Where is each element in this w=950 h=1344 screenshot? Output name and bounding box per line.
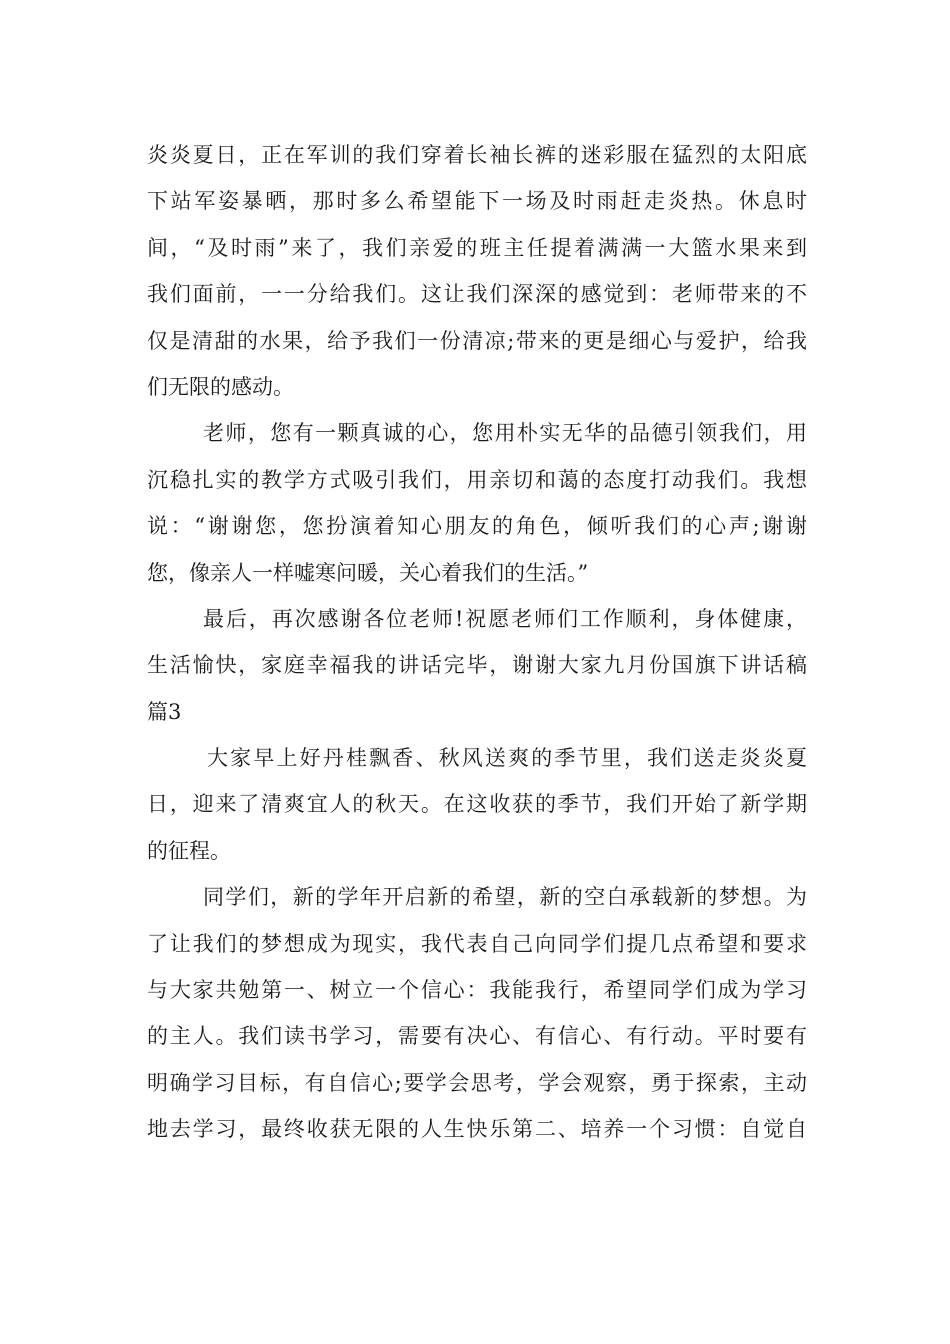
text-line: 间，“及时雨”来了，我们亲爱的班主任提着满满一大篮水果来到 (147, 235, 807, 260)
text-line: 的主人。我们读书学习，需要有决心、有信心、有行动。平时要有 (147, 1024, 807, 1049)
text-line: 了让我们的梦想成为现实，我代表自己向同学们提几点希望和要求 (147, 931, 807, 956)
text-line: 我们面前，一一分给我们。这让我们深深的感觉到：老师带来的不 (147, 282, 807, 307)
text-line: 明确学习目标，有自信心;要学会思考，学会观察，勇于探索，主动 (147, 1070, 807, 1095)
text-line: 您，像亲人一样嘘寒问暖，关心着我们的生活。” (147, 560, 589, 585)
paragraph-start-line: 同学们，新的学年开启新的希望，新的空白承载新的梦想。为 (203, 885, 807, 910)
text-line: 说：“谢谢您，您扮演着知心朋友的角色，倾听我们的心声;谢谢 (147, 514, 807, 539)
text-line: 们无限的感动。 (147, 374, 294, 399)
text-line: 地去学习，最终收获无限的人生快乐第二、培养一个习惯：自觉自 (147, 1117, 807, 1142)
text-line: 生活愉快，家庭幸福我的讲话完毕，谢谢大家九月份国旗下讲话稿 (147, 653, 807, 678)
paragraph-start-line: 老师，您有一颗真诚的心，您用朴实无华的品德引领我们，用 (203, 421, 807, 446)
text-line: 沉稳扎实的教学方式吸引我们，用亲切和蔼的态度打动我们。我想 (147, 467, 807, 492)
paragraph-start-line: 大家早上好丹桂飘香、秋风送爽的季节里，我们送走炎炎夏 (207, 746, 807, 771)
body-text (147, 132, 807, 1153)
paragraph-start-line: 最后，再次感谢各位老师!祝愿老师们工作顺利，身体健康， (203, 606, 807, 631)
text-line: 仅是清甜的水果，给予我们一份清凉;带来的更是细心与爱护，给我 (147, 328, 807, 353)
text-line: 与大家共勉第一、树立一个信心：我能我行，希望同学们成为学习 (147, 978, 807, 1003)
text-line: 下站军姿暴晒，那时多么希望能下一场及时雨赶走炎热。休息时 (147, 189, 807, 214)
text-line: 的征程。 (147, 838, 231, 863)
text-line: 日，迎来了清爽宜人的秋天。在这收获的季节，我们开始了新学期 (147, 792, 807, 817)
section-label: 篇3 (147, 699, 182, 724)
text-line: 炎炎夏日，正在军训的我们穿着长袖长裤的迷彩服在猛烈的太阳底 (147, 143, 807, 167)
